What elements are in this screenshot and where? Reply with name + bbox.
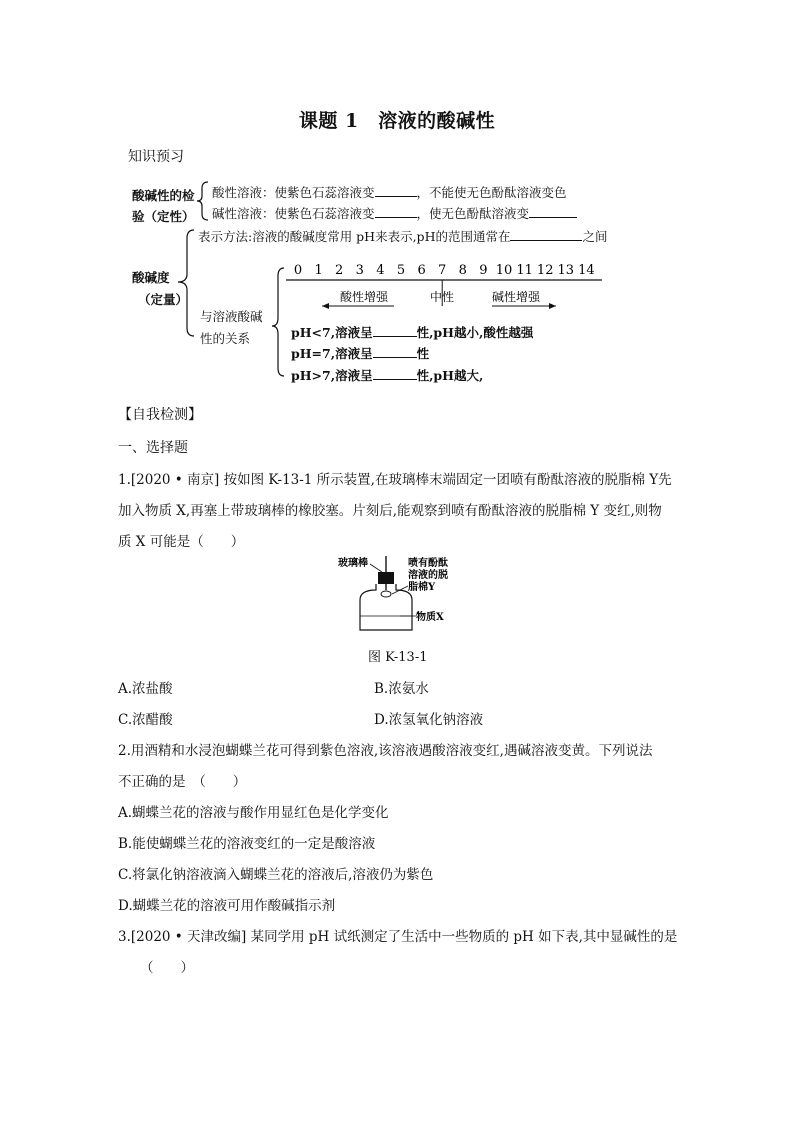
ph-tick-4: 4: [376, 263, 385, 278]
acid-stronger-label: 酸性增强: [340, 290, 389, 304]
cotton-pointer: [392, 586, 408, 594]
ph-tick-1: 1: [314, 263, 323, 278]
q1-line-3: 质 X 可能是（ ）: [118, 534, 245, 550]
figure-cotton-label-2: 溶液的脱: [408, 570, 448, 581]
figure-apparatus: [330, 552, 470, 636]
figure-caption: 图 K-13-1: [368, 650, 428, 665]
ph-tick-6: 6: [417, 263, 426, 278]
ph-tick-labels: [294, 263, 595, 278]
relation-label-1: 与溶液酸碱: [200, 309, 263, 324]
answer-blank[interactable]: [373, 345, 417, 358]
q1-option-b[interactable]: B.浓氨水: [374, 681, 429, 697]
ph-lt7-line: [291, 323, 533, 341]
base-arrow-head: [549, 303, 556, 309]
q2-option-d[interactable]: D.蝴蝶兰花的溶液可用作酸碱指示剂: [118, 898, 336, 914]
self-check-heading: 【自我检测】: [118, 407, 202, 423]
ph-gt7-text: pH>7,溶液呈: [291, 368, 373, 383]
q1-option-d[interactable]: D.浓氢氧化钠溶液: [374, 712, 484, 728]
ph-tick-0: 0: [293, 263, 303, 278]
cotton-y: [381, 591, 391, 597]
ph-eq7-line: [291, 344, 429, 362]
ph-eq7-text: pH=7,溶液呈: [291, 346, 373, 361]
acidity-label-1: 酸碱度: [132, 270, 170, 285]
acidity-brace: [176, 226, 196, 342]
rod-pointer: [370, 564, 382, 572]
figure-x-label: 物质X: [416, 612, 444, 623]
ph-tick-7: 7: [438, 263, 447, 278]
ph-tick-8: 8: [458, 263, 467, 278]
express-text: 表示方法:溶液的酸碱度常用 pH来表示,pH的范围通常在: [198, 229, 511, 244]
ph-tick-14: 14: [578, 263, 595, 278]
ph-scale: [284, 258, 604, 318]
q1-option-a[interactable]: A.浓盐酸: [118, 681, 173, 697]
ph-tick-9: 9: [479, 263, 488, 278]
base-solution-line: [212, 204, 577, 222]
ph-tick-5: 5: [396, 263, 406, 278]
rubber-stopper: [378, 572, 394, 584]
acid-test-label-1: 酸碱性的检: [132, 188, 195, 203]
q2-option-c[interactable]: C.将氯化钠溶液滴入蝴蝶兰花的溶液后,溶液仍为紫色: [118, 867, 434, 883]
answer-blank[interactable]: [373, 324, 417, 337]
acidity-label-2: （定量）: [138, 292, 189, 307]
ph-tick-2: 2: [335, 263, 344, 278]
answer-blank[interactable]: [529, 205, 577, 218]
q2-line-2: 不正确的是 （ ）: [118, 774, 247, 790]
ph-tick-11: 11: [516, 263, 533, 278]
base-solution-tail: ，使无色酚酞溶液变: [416, 206, 530, 221]
part-one-heading: 一、选择题: [118, 440, 188, 456]
answer-blank[interactable]: [373, 367, 417, 380]
neutral-label: 中性: [430, 290, 455, 304]
answer-blank[interactable]: [375, 205, 417, 218]
q2-line-1: 2.用酒精和水浸泡蝴蝶兰花可得到紫色溶液,该溶液遇酸溶液变红,遇碱溶液变黄。下列说法: [118, 743, 653, 759]
q1-option-c[interactable]: C.浓醋酸: [118, 712, 173, 728]
acid-solution-line: [212, 183, 567, 201]
ph-tick-12: 12: [536, 263, 554, 278]
ph-gt7-line: [291, 366, 483, 384]
q1-line-2: 加入物质 X,再塞上带玻璃棒的橡胶塞。片刻后,能观察到喷有酚酞溶液的脱脂棉 Y 变红,则物: [118, 503, 662, 519]
figure-cotton-label-3: 脂棉Y: [408, 582, 436, 593]
section-preview-heading: 知识预习: [128, 149, 184, 165]
acid-arrow-head: [322, 303, 329, 309]
ph-eq7-tail: 性: [416, 346, 430, 361]
base-solution-text: 碱性溶液：使紫色石蕊溶液变: [212, 206, 375, 221]
ph-tick-10: 10: [495, 263, 513, 278]
ph-lt7-text: pH<7,溶液呈: [291, 325, 373, 340]
express-tail: 之间: [582, 229, 608, 244]
ph-lt7-tail: 性,pH越小,酸性越强: [416, 325, 534, 340]
figure-rod-label: 玻璃棒: [338, 558, 368, 569]
answer-blank[interactable]: [510, 228, 582, 241]
acid-test-brace: [196, 180, 210, 222]
figure-cotton-label-1: 喷有酚酞: [408, 558, 448, 569]
answer-blank[interactable]: [375, 184, 417, 197]
relation-label-2: 性的关系: [200, 331, 251, 346]
ph-tick-13: 13: [557, 263, 575, 278]
acid-test-label-2: 验（定性）: [132, 209, 195, 224]
base-stronger-label: 碱性增强: [492, 290, 541, 304]
q2-option-a[interactable]: A.蝴蝶兰花的溶液与酸作用显红色是化学变化: [118, 805, 389, 821]
acid-solution-text: 酸性溶液：使紫色石蕊溶液变: [212, 185, 375, 200]
q3-line-2: （ ）: [140, 960, 194, 976]
ph-tick-3: 3: [355, 263, 364, 278]
page-title: 课题 1 溶液的酸碱性: [298, 110, 496, 132]
acid-solution-tail: ，不能使无色酚酞溶液变色: [416, 185, 567, 200]
express-line: [198, 227, 607, 245]
q3-line-1: 3.[2020 • 天津改编] 某同学用 pH 试纸测定了生活中一些物质的 pH 如下表,其中显碱性的是: [118, 929, 678, 945]
ph-gt7-tail: 性,pH越大,: [416, 368, 484, 383]
q1-line-1: 1.[2020 • 南京] 按如图 K-13-1 所示装置,在玻璃棒末端固定一团喷有酚酞溶液的脱脂棉 Y先: [118, 472, 672, 488]
q2-option-b[interactable]: B.能使蝴蝶兰花的溶液变红的一定是酸溶液: [118, 836, 376, 852]
